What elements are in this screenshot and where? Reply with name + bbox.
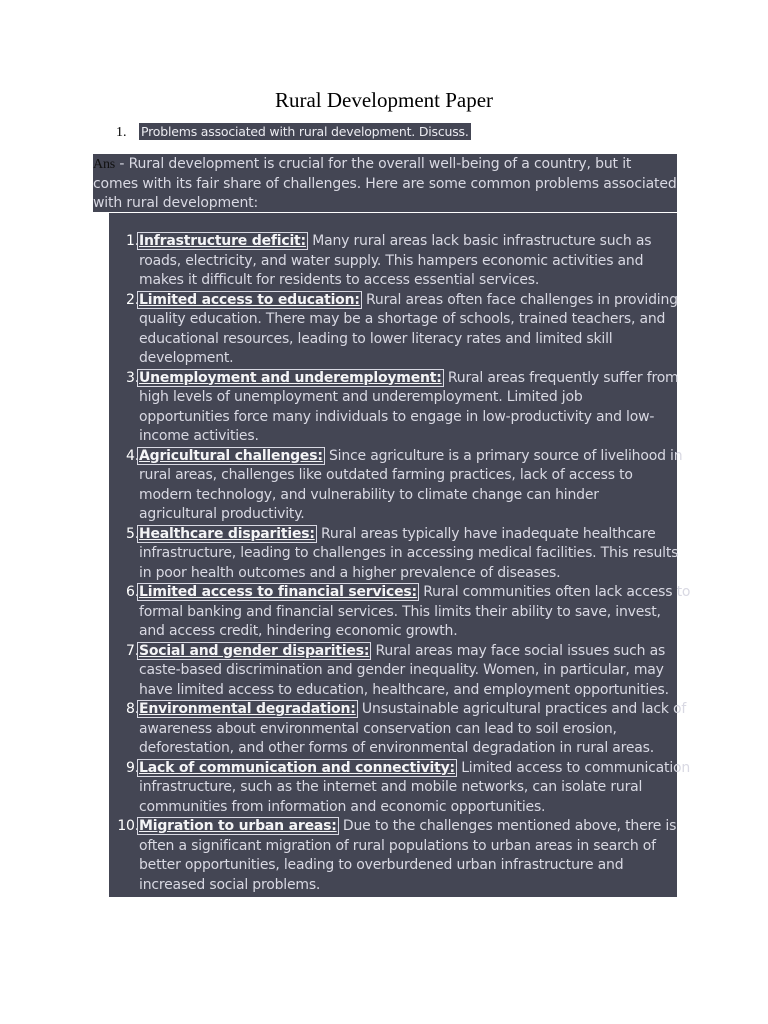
list-item-body	[139, 700, 687, 759]
list-item-line	[139, 544, 679, 564]
question-text: Problems associated with rural development. Discuss.	[141, 124, 469, 139]
list-item-number: 6.	[126, 584, 139, 600]
problems-list	[109, 231, 691, 897]
list-item-term: Lack of communication and connectivity:	[139, 759, 455, 776]
list-item-text: infrastructure, such as the internet and mobile networks, can isolate rural	[139, 779, 643, 795]
answer-line-text: comes with its fair share of challenges. Here are some common problems associated	[93, 175, 677, 192]
list-item-body	[139, 369, 679, 447]
list-item-line	[139, 330, 675, 350]
list-item-number: 8.	[126, 701, 139, 717]
list-item-text: Rural areas may face social issues such as	[371, 642, 666, 659]
list-item-line	[139, 291, 678, 311]
list-item-text: Unsustainable agricultural practices and lack of	[357, 701, 687, 717]
list-item-line	[139, 252, 675, 272]
list-item-text: and access credit, hindering economic growth.	[139, 623, 458, 639]
list-item-text: deforestation, and other forms of environmental degradation in rural areas.	[139, 740, 655, 756]
list-item-text: Many rural areas lack basic infrastructure such as	[307, 233, 652, 249]
list-item-line	[139, 856, 675, 876]
list-item-number: 5.	[126, 525, 139, 542]
list-item-body	[139, 642, 675, 701]
list-item-text: better opportunities, leading to overburdened urban infrastructure and	[139, 857, 624, 873]
list-item-text: in poor health outcomes and a higher prevalence of diseases.	[139, 564, 561, 581]
list-item-line	[139, 681, 675, 701]
list-item-text: quality education. There may be a shortage of schools, trained teachers, and	[139, 311, 666, 327]
list-item-text: Due to the challenges mentioned above, there is	[338, 818, 677, 834]
answer-line-text: with rural development:	[93, 195, 259, 211]
list-item-number: 7.	[126, 642, 139, 659]
list-item-number: 10.	[117, 818, 139, 834]
list-item-body	[139, 447, 683, 525]
list-item-text: Rural areas often face challenges in providing	[361, 291, 678, 308]
answer-prefix: Ans	[93, 157, 116, 172]
list-item-line	[139, 876, 675, 896]
list-item-line	[139, 349, 675, 369]
list-item-term: Environmental degradation:	[139, 701, 356, 717]
list-item-term: Limited access to education:	[139, 291, 360, 308]
list-item-body	[139, 817, 675, 895]
list-item-line	[139, 700, 687, 720]
list-item-line	[139, 661, 675, 681]
question-number: 1.	[116, 125, 127, 140]
list-item-text: infrastructure, leading to challenges in accessing medical facilities. This results	[139, 545, 679, 561]
list-item-line	[139, 505, 675, 525]
list-item-body	[139, 525, 679, 584]
answer-line-text: - Rural development is crucial for the overall well-being of a country, but it	[115, 156, 632, 172]
list-item-text: makes it difficult for residents to access essential services.	[139, 272, 540, 288]
answer-line	[93, 156, 631, 172]
question	[116, 124, 471, 141]
list-item-number: 9.	[126, 759, 139, 776]
list-item-body	[139, 232, 675, 291]
list-item-text: Rural communities often lack access to	[418, 584, 691, 600]
list-item-body	[139, 291, 678, 369]
list-item-term: Agricultural challenges:	[139, 447, 323, 464]
page-title: Rural Development Paper	[274, 88, 494, 112]
list-item-text: communities from information and economic opportunities.	[139, 798, 546, 815]
list-item-line	[139, 486, 675, 506]
list-item-line	[139, 759, 691, 779]
list-item-term: Unemployment and underemployment:	[139, 369, 442, 386]
list-item-text: educational resources, leading to lower literacy rates and limited skill	[139, 330, 613, 347]
list-item-text: development.	[139, 350, 234, 366]
list-item-text: increased social problems.	[139, 876, 321, 893]
list-item-number: 1.	[126, 233, 139, 249]
list-item-text: awareness about environmental conservation can lead to soil erosion,	[139, 720, 617, 737]
list-item-line	[139, 583, 691, 603]
list-item-line	[139, 310, 675, 330]
list-item-text: modern technology, and vulnerability to climate change can hinder	[139, 486, 599, 503]
list-item-term: Migration to urban areas:	[139, 818, 337, 834]
list-item-line	[139, 369, 679, 389]
list-item-number: 2.	[126, 291, 139, 308]
list-item-line	[139, 466, 675, 486]
list-item-line	[139, 817, 675, 837]
list-item-line	[139, 603, 675, 623]
list-item-text: Rural areas frequently suffer from	[443, 369, 679, 386]
list-item-term: Healthcare disparities:	[139, 525, 315, 542]
list-item-number: 3.	[126, 369, 139, 386]
list-item-body	[139, 583, 691, 642]
list-item-text: income activities.	[139, 428, 259, 444]
list-item-line	[139, 564, 675, 584]
list-item-line	[139, 837, 675, 857]
list-item-term: Limited access to financial services:	[139, 584, 417, 600]
list-item-line	[139, 447, 683, 467]
list-item-line	[139, 720, 675, 740]
list-item-term: Social and gender disparities:	[139, 642, 370, 659]
list-item-line	[139, 427, 675, 447]
list-item-line	[139, 271, 675, 291]
list-item-line	[139, 778, 675, 798]
list-item-text: agricultural productivity.	[139, 506, 305, 522]
list-item-number: 4.	[126, 447, 139, 464]
list-item-text: often a significant migration of rural populations to urban areas in search of	[139, 837, 656, 854]
list-item-text: formal banking and financial services. This limits their ability to save, invest,	[139, 603, 661, 620]
list-item-text: high levels of unemployment and underemployment. Limited job	[139, 389, 583, 405]
list-item-line	[139, 739, 675, 759]
list-item-text: Since agriculture is a primary source of livelihood in	[324, 447, 683, 464]
list-item-line	[139, 798, 675, 818]
list-item-line	[139, 525, 675, 545]
empty-highlight-row	[109, 212, 677, 232]
list-item-text: opportunities force many individuals to engage in low-productivity and low-	[139, 408, 655, 425]
list-item-text: roads, electricity, and water supply. This hampers economic activities and	[139, 252, 644, 269]
list-item-line	[139, 642, 675, 662]
list-item-text: Rural areas typically have inadequate healthcare	[316, 525, 656, 542]
list-item-text: Limited access to communication	[456, 759, 691, 776]
list-item-line	[139, 408, 675, 428]
list-item-line	[139, 622, 675, 642]
list-item-line	[139, 388, 675, 408]
answer-intro	[93, 154, 677, 212]
list-item-text: rural areas, challenges like outdated farming practices, lack of access to	[139, 467, 633, 483]
list-item-body	[139, 759, 691, 818]
list-item-line	[139, 232, 675, 252]
list-item-text: caste-based discrimination and gender inequality. Women, in particular, may	[139, 662, 664, 678]
list-item-term: Infrastructure deficit:	[139, 233, 306, 249]
list-item-text: have limited access to education, healthcare, and employment opportunities.	[139, 681, 669, 698]
